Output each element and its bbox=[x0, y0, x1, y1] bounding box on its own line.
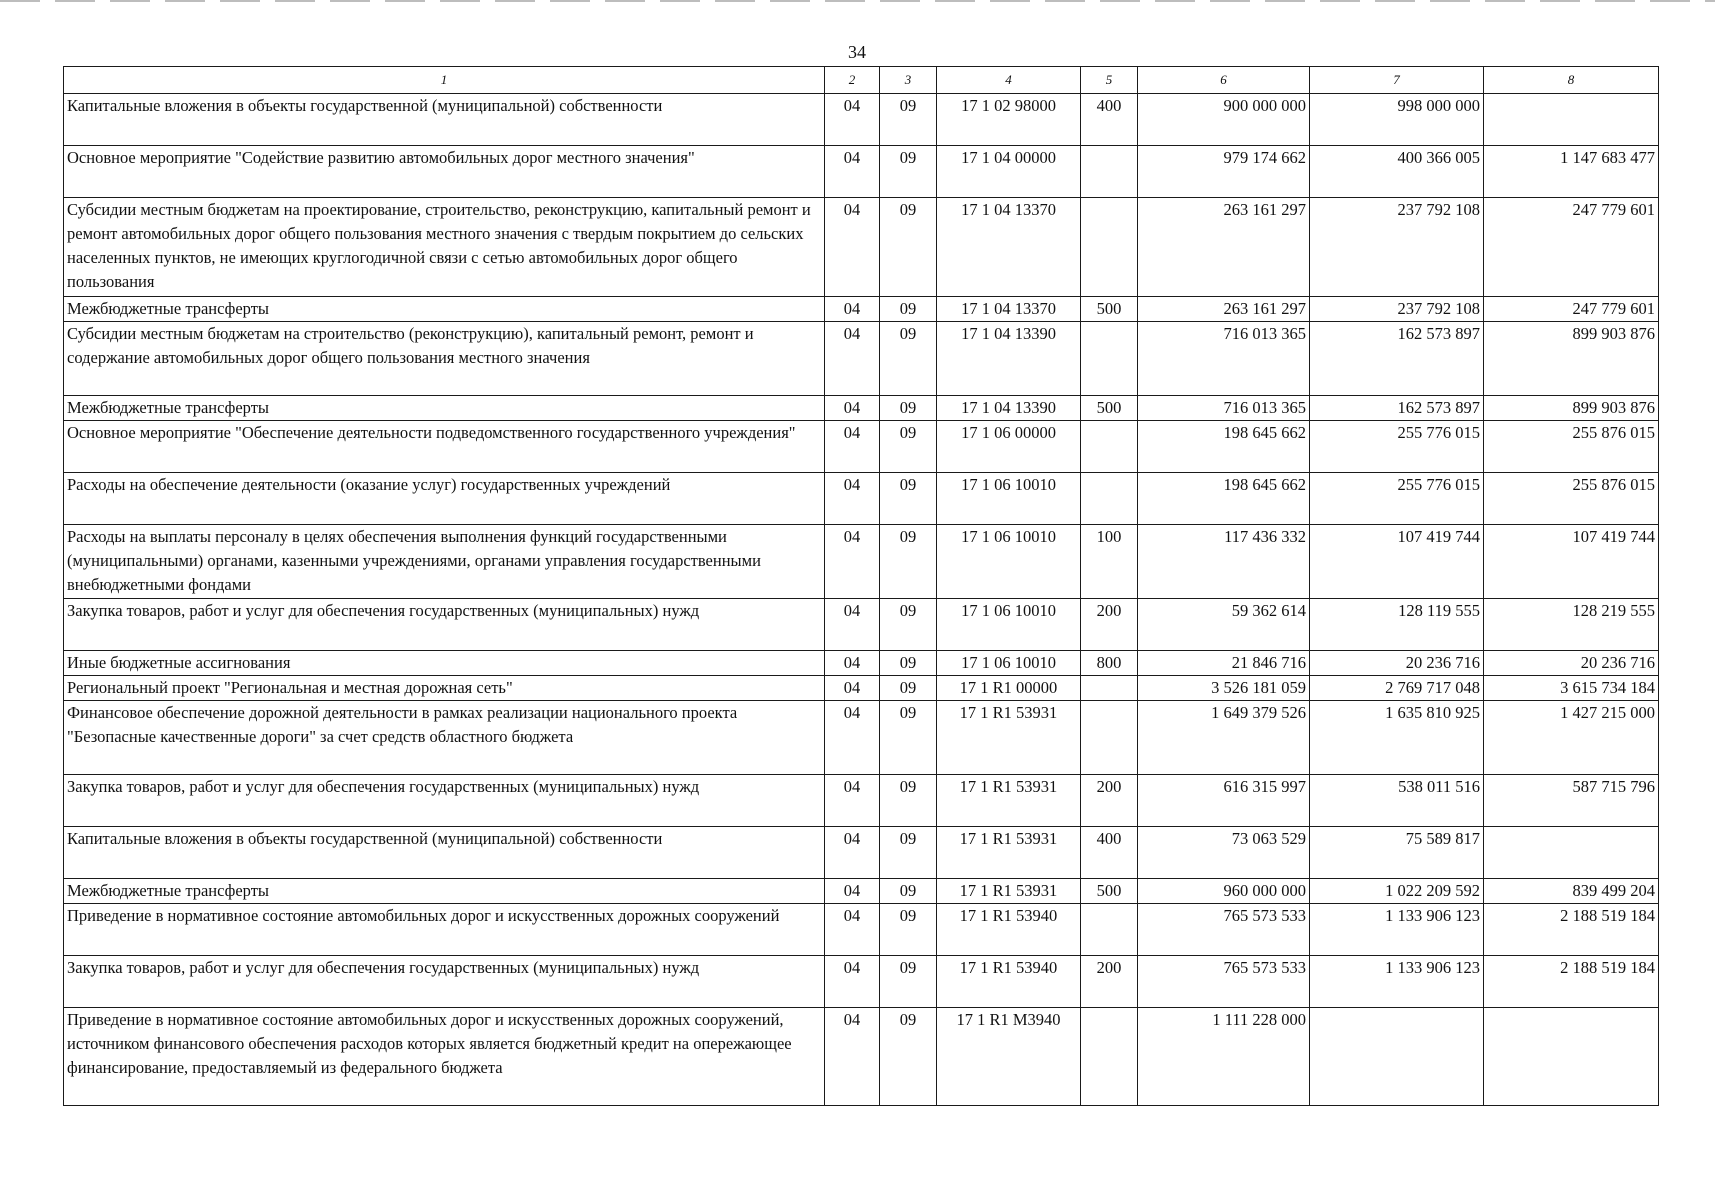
subsection-code: 09 bbox=[880, 676, 937, 701]
target-item-code: 17 1 04 13390 bbox=[937, 396, 1081, 421]
amount-year-2: 162 573 897 bbox=[1310, 396, 1484, 421]
amount-year-1: 263 161 297 bbox=[1138, 198, 1310, 297]
table-row bbox=[64, 1008, 1659, 1106]
expense-type-code: 400 bbox=[1081, 827, 1138, 879]
subsection-code: 09 bbox=[880, 904, 937, 956]
header-cell: 5 bbox=[1081, 67, 1138, 94]
row-name: Капитальные вложения в объекты государственной (муниципальной) собственности bbox=[64, 94, 825, 146]
amount-year-1: 73 063 529 bbox=[1138, 827, 1310, 879]
row-name: Приведение в нормативное состояние автомобильных дорог и искусственных дорожных сооружений bbox=[64, 904, 825, 956]
header-cell: 8 bbox=[1484, 67, 1659, 94]
amount-year-2: 255 776 015 bbox=[1310, 421, 1484, 473]
amount-year-1: 3 526 181 059 bbox=[1138, 676, 1310, 701]
row-name: Субсидии местным бюджетам на строительство (реконструкцию), капитальный ремонт, ремонт и содержание автомобильных дорог общего пользования местного значения bbox=[64, 322, 825, 396]
target-item-code: 17 1 04 00000 bbox=[937, 146, 1081, 198]
table-row bbox=[64, 146, 1659, 198]
amount-year-3 bbox=[1484, 1008, 1659, 1106]
section-code: 04 bbox=[825, 146, 880, 198]
target-item-code: 17 1 02 98000 bbox=[937, 94, 1081, 146]
section-code: 04 bbox=[825, 198, 880, 297]
header-cell: 3 bbox=[880, 67, 937, 94]
target-item-code: 17 1 R1 53931 bbox=[937, 879, 1081, 904]
amount-year-2: 128 119 555 bbox=[1310, 599, 1484, 651]
section-code: 04 bbox=[825, 676, 880, 701]
target-item-code: 17 1 06 10010 bbox=[937, 651, 1081, 676]
header-cell: 7 bbox=[1310, 67, 1484, 94]
header-cell: 1 bbox=[64, 67, 825, 94]
section-code: 04 bbox=[825, 473, 880, 525]
row-name: Межбюджетные трансферты bbox=[64, 297, 825, 322]
section-code: 04 bbox=[825, 1008, 880, 1106]
amount-year-1: 59 362 614 bbox=[1138, 599, 1310, 651]
table-row bbox=[64, 396, 1659, 421]
amount-year-1: 198 645 662 bbox=[1138, 473, 1310, 525]
row-name: Расходы на выплаты персоналу в целях обеспечения выполнения функций государственными (муниципальными) органами, казенными учреждениями, органами управления государственными внебюджетными фондами bbox=[64, 525, 825, 599]
target-item-code: 17 1 06 00000 bbox=[937, 421, 1081, 473]
section-code: 04 bbox=[825, 297, 880, 322]
row-name: Закупка товаров, работ и услуг для обеспечения государственных (муниципальных) нужд bbox=[64, 599, 825, 651]
row-name: Субсидии местным бюджетам на проектирование, строительство, реконструкцию, капитальный ремонт и ремонт автомобильных дорог общего пользования местного значения с твердым покрытием до сельских населенных пунктов, не имеющих круглогодичной связи с сетью автомобильных дорог общего пользования bbox=[64, 198, 825, 297]
row-name: Основное мероприятие "Содействие развитию автомобильных дорог местного значения" bbox=[64, 146, 825, 198]
subsection-code: 09 bbox=[880, 421, 937, 473]
amount-year-1: 765 573 533 bbox=[1138, 904, 1310, 956]
row-name: Капитальные вложения в объекты государственной (муниципальной) собственности bbox=[64, 827, 825, 879]
target-item-code: 17 1 R1 53931 bbox=[937, 701, 1081, 775]
amount-year-2: 107 419 744 bbox=[1310, 525, 1484, 599]
subsection-code: 09 bbox=[880, 827, 937, 879]
row-name: Межбюджетные трансферты bbox=[64, 879, 825, 904]
expense-type-code bbox=[1081, 421, 1138, 473]
table-row bbox=[64, 599, 1659, 651]
target-item-code: 17 1 R1 53931 bbox=[937, 775, 1081, 827]
amount-year-3 bbox=[1484, 827, 1659, 879]
expense-type-code: 200 bbox=[1081, 775, 1138, 827]
subsection-code: 09 bbox=[880, 1008, 937, 1106]
amount-year-3: 255 876 015 bbox=[1484, 421, 1659, 473]
subsection-code: 09 bbox=[880, 396, 937, 421]
amount-year-2: 255 776 015 bbox=[1310, 473, 1484, 525]
amount-year-1: 979 174 662 bbox=[1138, 146, 1310, 198]
subsection-code: 09 bbox=[880, 775, 937, 827]
amount-year-3: 899 903 876 bbox=[1484, 396, 1659, 421]
table-row bbox=[64, 297, 1659, 322]
section-code: 04 bbox=[825, 599, 880, 651]
table-row bbox=[64, 676, 1659, 701]
amount-year-1: 616 315 997 bbox=[1138, 775, 1310, 827]
row-name: Региональный проект "Региональная и местная дорожная сеть" bbox=[64, 676, 825, 701]
expense-type-code: 400 bbox=[1081, 94, 1138, 146]
amount-year-2: 2 769 717 048 bbox=[1310, 676, 1484, 701]
expense-type-code: 200 bbox=[1081, 956, 1138, 1008]
section-code: 04 bbox=[825, 827, 880, 879]
table-row bbox=[64, 956, 1659, 1008]
target-item-code: 17 1 R1 M3940 bbox=[937, 1008, 1081, 1106]
amount-year-2: 237 792 108 bbox=[1310, 198, 1484, 297]
section-code: 04 bbox=[825, 904, 880, 956]
section-code: 04 bbox=[825, 956, 880, 1008]
amount-year-1: 765 573 533 bbox=[1138, 956, 1310, 1008]
amount-year-3: 255 876 015 bbox=[1484, 473, 1659, 525]
target-item-code: 17 1 06 10010 bbox=[937, 599, 1081, 651]
subsection-code: 09 bbox=[880, 146, 937, 198]
amount-year-3: 1 147 683 477 bbox=[1484, 146, 1659, 198]
amount-year-1: 198 645 662 bbox=[1138, 421, 1310, 473]
subsection-code: 09 bbox=[880, 701, 937, 775]
subsection-code: 09 bbox=[880, 651, 937, 676]
amount-year-1: 21 846 716 bbox=[1138, 651, 1310, 676]
amount-year-1: 960 000 000 bbox=[1138, 879, 1310, 904]
page-number: 34 bbox=[848, 42, 866, 62]
column-number-header bbox=[64, 67, 1659, 94]
amount-year-3: 128 219 555 bbox=[1484, 599, 1659, 651]
table-row bbox=[64, 421, 1659, 473]
target-item-code: 17 1 R1 53940 bbox=[937, 904, 1081, 956]
expense-type-code: 500 bbox=[1081, 396, 1138, 421]
amount-year-2: 20 236 716 bbox=[1310, 651, 1484, 676]
section-code: 04 bbox=[825, 322, 880, 396]
target-item-code: 17 1 R1 53940 bbox=[937, 956, 1081, 1008]
section-code: 04 bbox=[825, 701, 880, 775]
header-cell: 2 bbox=[825, 67, 880, 94]
table-row bbox=[64, 94, 1659, 146]
table-row bbox=[64, 879, 1659, 904]
section-code: 04 bbox=[825, 879, 880, 904]
amount-year-2: 1 022 209 592 bbox=[1310, 879, 1484, 904]
expense-type-code bbox=[1081, 701, 1138, 775]
row-name: Закупка товаров, работ и услуг для обеспечения государственных (муниципальных) нужд bbox=[64, 775, 825, 827]
amount-year-3: 587 715 796 bbox=[1484, 775, 1659, 827]
section-code: 04 bbox=[825, 651, 880, 676]
amount-year-1: 1 111 228 000 bbox=[1138, 1008, 1310, 1106]
amount-year-3: 2 188 519 184 bbox=[1484, 904, 1659, 956]
target-item-code: 17 1 04 13370 bbox=[937, 198, 1081, 297]
amount-year-3: 107 419 744 bbox=[1484, 525, 1659, 599]
header-cell: 4 bbox=[937, 67, 1081, 94]
table-row bbox=[64, 904, 1659, 956]
amount-year-2: 1 133 906 123 bbox=[1310, 956, 1484, 1008]
subsection-code: 09 bbox=[880, 525, 937, 599]
amount-year-1: 117 436 332 bbox=[1138, 525, 1310, 599]
section-code: 04 bbox=[825, 94, 880, 146]
amount-year-3: 20 236 716 bbox=[1484, 651, 1659, 676]
expense-type-code: 500 bbox=[1081, 879, 1138, 904]
amount-year-2: 1 635 810 925 bbox=[1310, 701, 1484, 775]
target-item-code: 17 1 06 10010 bbox=[937, 525, 1081, 599]
target-item-code: 17 1 04 13390 bbox=[937, 322, 1081, 396]
amount-year-1: 716 013 365 bbox=[1138, 322, 1310, 396]
expense-type-code bbox=[1081, 1008, 1138, 1106]
amount-year-3: 2 188 519 184 bbox=[1484, 956, 1659, 1008]
amount-year-2: 998 000 000 bbox=[1310, 94, 1484, 146]
row-name: Иные бюджетные ассигнования bbox=[64, 651, 825, 676]
budget-table bbox=[63, 66, 1659, 1106]
table-row bbox=[64, 525, 1659, 599]
expense-type-code: 200 bbox=[1081, 599, 1138, 651]
subsection-code: 09 bbox=[880, 322, 937, 396]
row-name: Межбюджетные трансферты bbox=[64, 396, 825, 421]
subsection-code: 09 bbox=[880, 198, 937, 297]
subsection-code: 09 bbox=[880, 599, 937, 651]
amount-year-3: 247 779 601 bbox=[1484, 198, 1659, 297]
row-name: Финансовое обеспечение дорожной деятельности в рамках реализации национального проекта "Безопасные качественные дороги" за счет средств областного бюджета bbox=[64, 701, 825, 775]
amount-year-2 bbox=[1310, 1008, 1484, 1106]
page-top-edge bbox=[0, 0, 1715, 2]
amount-year-2: 75 589 817 bbox=[1310, 827, 1484, 879]
section-code: 04 bbox=[825, 396, 880, 421]
expense-type-code: 100 bbox=[1081, 525, 1138, 599]
table-row bbox=[64, 651, 1659, 676]
header-cell: 6 bbox=[1138, 67, 1310, 94]
amount-year-3: 1 427 215 000 bbox=[1484, 701, 1659, 775]
section-code: 04 bbox=[825, 775, 880, 827]
expense-type-code bbox=[1081, 904, 1138, 956]
amount-year-2: 1 133 906 123 bbox=[1310, 904, 1484, 956]
expense-type-code: 800 bbox=[1081, 651, 1138, 676]
expense-type-code: 500 bbox=[1081, 297, 1138, 322]
section-code: 04 bbox=[825, 421, 880, 473]
amount-year-3: 3 615 734 184 bbox=[1484, 676, 1659, 701]
target-item-code: 17 1 06 10010 bbox=[937, 473, 1081, 525]
amount-year-1: 900 000 000 bbox=[1138, 94, 1310, 146]
row-name: Приведение в нормативное состояние автомобильных дорог и искусственных дорожных сооружений, источником финансового обеспечения расходов которых является бюджетный кредит на опережающее финансирование, предоставляемый из федерального бюджета bbox=[64, 1008, 825, 1106]
expense-type-code bbox=[1081, 676, 1138, 701]
subsection-code: 09 bbox=[880, 879, 937, 904]
table-row bbox=[64, 775, 1659, 827]
amount-year-1: 1 649 379 526 bbox=[1138, 701, 1310, 775]
target-item-code: 17 1 04 13370 bbox=[937, 297, 1081, 322]
row-name: Расходы на обеспечение деятельности (оказание услуг) государственных учреждений bbox=[64, 473, 825, 525]
amount-year-3: 899 903 876 bbox=[1484, 322, 1659, 396]
table-row bbox=[64, 198, 1659, 297]
table-row bbox=[64, 701, 1659, 775]
subsection-code: 09 bbox=[880, 297, 937, 322]
amount-year-3: 247 779 601 bbox=[1484, 297, 1659, 322]
target-item-code: 17 1 R1 00000 bbox=[937, 676, 1081, 701]
expense-type-code bbox=[1081, 473, 1138, 525]
amount-year-2: 538 011 516 bbox=[1310, 775, 1484, 827]
section-code: 04 bbox=[825, 525, 880, 599]
target-item-code: 17 1 R1 53931 bbox=[937, 827, 1081, 879]
budget-table-body bbox=[64, 67, 1659, 1106]
subsection-code: 09 bbox=[880, 94, 937, 146]
amount-year-2: 400 366 005 bbox=[1310, 146, 1484, 198]
subsection-code: 09 bbox=[880, 473, 937, 525]
amount-year-2: 162 573 897 bbox=[1310, 322, 1484, 396]
amount-year-1: 263 161 297 bbox=[1138, 297, 1310, 322]
expense-type-code bbox=[1081, 146, 1138, 198]
expense-type-code bbox=[1081, 322, 1138, 396]
row-name: Основное мероприятие "Обеспечение деятельности подведомственного государственного учреждения" bbox=[64, 421, 825, 473]
row-name: Закупка товаров, работ и услуг для обеспечения государственных (муниципальных) нужд bbox=[64, 956, 825, 1008]
amount-year-3: 839 499 204 bbox=[1484, 879, 1659, 904]
amount-year-2: 237 792 108 bbox=[1310, 297, 1484, 322]
table-row bbox=[64, 473, 1659, 525]
amount-year-1: 716 013 365 bbox=[1138, 396, 1310, 421]
amount-year-3 bbox=[1484, 94, 1659, 146]
table-row bbox=[64, 322, 1659, 396]
expense-type-code bbox=[1081, 198, 1138, 297]
subsection-code: 09 bbox=[880, 956, 937, 1008]
table-row bbox=[64, 827, 1659, 879]
